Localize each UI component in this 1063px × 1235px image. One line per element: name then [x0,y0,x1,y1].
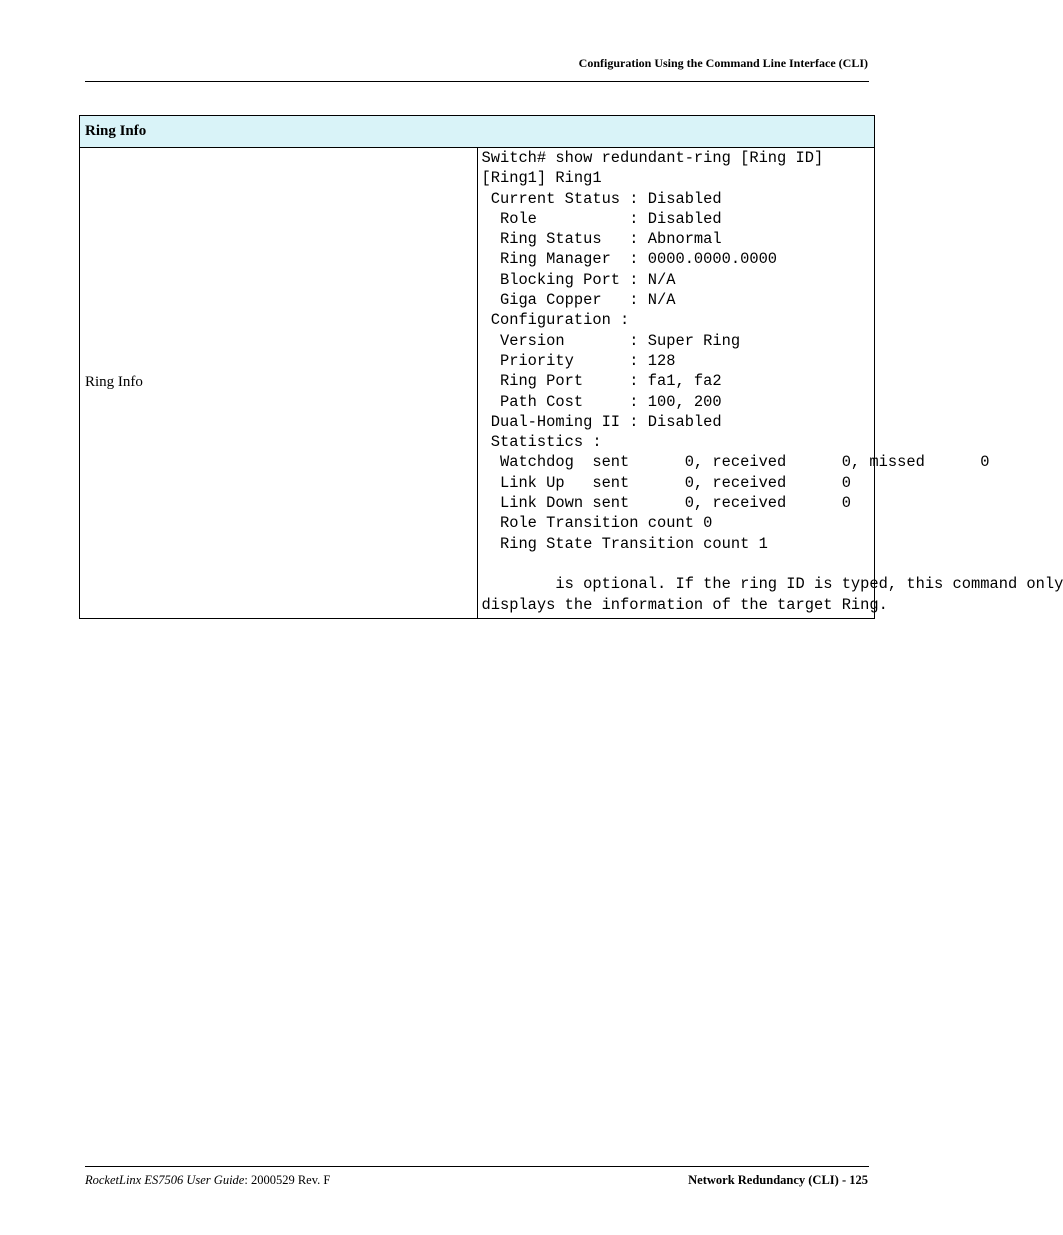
table-row [80,148,875,619]
code-line: Ring Port : fa1, fa2 [481,372,722,391]
ring-info-command-table [79,115,1063,619]
footer-section-page: Network Redundancy (CLI) - 125 [688,1173,868,1187]
code-line: Ring Status : Abnormal [481,230,722,249]
footer-divider [85,1166,869,1167]
code-line: Priority : 128 [481,351,676,370]
code-line: Blocking Port : N/A [481,270,676,289]
footer-product-title: RocketLinx ES7506 User Guide [85,1173,245,1187]
footer-doc-info [85,1173,330,1188]
code-line: Switch# show redundant-ring [Ring ID] [481,149,824,167]
code-line: Ring State Transition count 1 [481,534,768,553]
code-line: Version : Super Ring [481,331,741,350]
cli-output-block [481,148,1063,615]
code-line: Statistics : [481,433,602,452]
code-line: Giga Copper : N/A [481,291,676,310]
code-line: Ring Manager : 0000.0000.0000 [481,250,778,269]
code-line: is optional. If the ring ID is typed, this command only [481,575,1063,594]
code-line: Role Transition count 0 [481,514,713,533]
code-line: [Ring1] Ring1 [481,169,602,188]
code-cell [477,148,1063,619]
code-line: Watchdog sent 0, received 0, missed 0 [481,453,990,472]
code-line: Configuration : [481,311,630,330]
code-line: Role : Disabled [481,209,722,228]
table-header-row [80,116,875,148]
code-line: Current Status : Disabled [481,189,722,208]
page-header-title: Configuration Using the Command Line Interface (CLI) [578,56,868,70]
code-line: displays the information of the target Ring. [481,595,888,614]
header-divider [85,81,869,82]
table-heading: Ring Info [80,116,875,148]
code-line: Link Up sent 0, received 0 [481,473,851,492]
code-line: Path Cost : 100, 200 [481,392,722,411]
footer-doc-number: : 2000529 Rev. F [244,1173,331,1187]
code-line: Dual-Homing II : Disabled [481,412,722,431]
row-label: Ring Info [80,148,478,619]
code-line [482,555,491,573]
code-line: Link Down sent 0, received 0 [481,494,851,513]
